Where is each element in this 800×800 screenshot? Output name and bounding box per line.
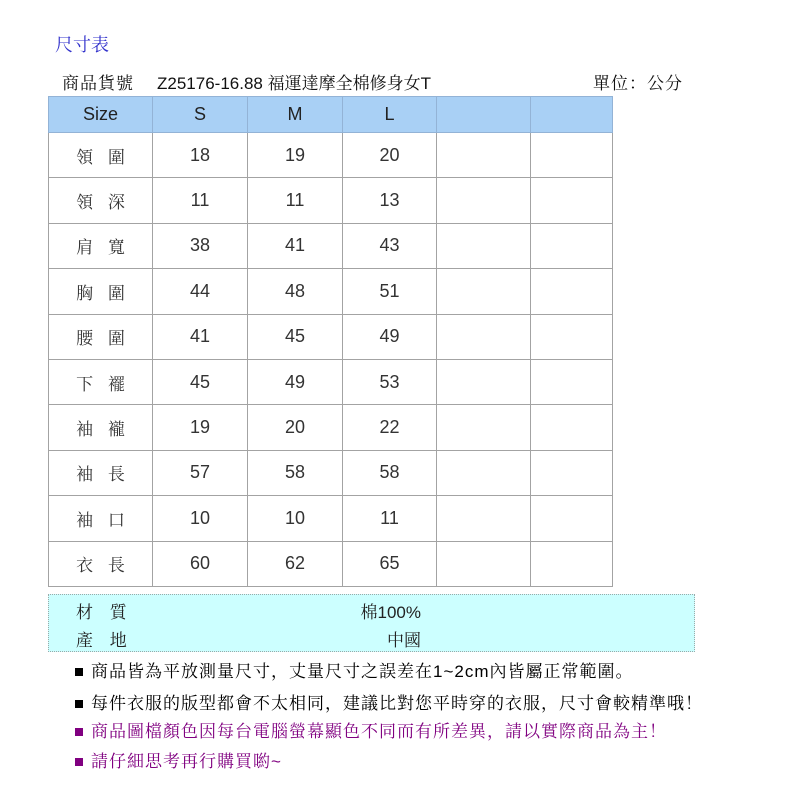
page-title: 尺寸表 [55,35,109,55]
size-value-cell: 45 [248,314,343,359]
measurement-label: 衣 長 [49,541,153,586]
size-header-cell: L [343,97,437,133]
measurement-label: 袖 襱 [49,405,153,450]
empty-cell [531,178,613,223]
size-value-cell: 58 [343,450,437,495]
table-row [49,405,613,450]
empty-cell [531,496,613,541]
product-code-value: Z25176-16.88 福運達摩全棉修身女T [157,74,431,93]
empty-cell [531,133,613,178]
material-value: 棉100% [360,603,421,622]
size-value-cell: 44 [153,269,248,314]
empty-cell [531,314,613,359]
size-value-cell: 11 [343,496,437,541]
size-value-cell: 49 [343,314,437,359]
size-value-cell: 53 [343,359,437,404]
empty-cell [437,359,531,404]
table-row [49,133,613,178]
size-value-cell: 11 [153,178,248,223]
material-label: 材 質 [76,603,127,622]
empty-cell [531,359,613,404]
empty-cell [437,314,531,359]
size-header-row [49,97,613,133]
product-code-label: 商品貨號 [62,74,134,93]
empty-cell [531,541,613,586]
size-value-cell: 60 [153,541,248,586]
size-value-cell: 41 [248,223,343,268]
size-value-cell: 41 [153,314,248,359]
size-value-cell: 65 [343,541,437,586]
material-row [49,595,694,623]
note-text: 請仔細思考再行購買喲~ [91,752,282,771]
size-value-cell: 51 [343,269,437,314]
size-value-cell: 48 [248,269,343,314]
table-row [49,541,613,586]
empty-cell [437,269,531,314]
measurement-label: 腰 圍 [49,314,153,359]
empty-cell [531,405,613,450]
table-row [49,223,613,268]
empty-cell [437,541,531,586]
empty-header-cell [531,97,613,133]
material-box [48,594,695,652]
square-bullet-icon [75,758,83,766]
size-value-cell: 49 [248,359,343,404]
size-table [48,96,613,587]
square-bullet-icon [75,700,83,708]
size-value-cell: 11 [248,178,343,223]
size-value-cell: 20 [343,133,437,178]
note-text: 商品皆為平放測量尺寸，丈量尺寸之誤差在1~2cm內皆屬正常範圍。 [91,662,634,681]
square-bullet-icon [75,728,83,736]
measurement-label: 胸 圍 [49,269,153,314]
size-value-cell: 13 [343,178,437,223]
size-value-cell: 19 [153,405,248,450]
size-value-cell: 19 [248,133,343,178]
table-row [49,314,613,359]
measurement-label: 領 圍 [49,133,153,178]
table-row [49,496,613,541]
note-item [75,752,282,772]
size-value-cell: 57 [153,450,248,495]
note-item [75,694,703,714]
size-value-cell: 18 [153,133,248,178]
size-header-cell: Size [49,97,153,133]
empty-header-cell [437,97,531,133]
empty-cell [531,450,613,495]
size-header-cell: M [248,97,343,133]
table-row [49,450,613,495]
unit-label: 單位：公分 [593,74,683,93]
empty-cell [531,223,613,268]
table-row [49,359,613,404]
note-text: 商品圖檔顏色因每台電腦螢幕顯色不同而有所差異，請以實際商品為主！ [91,722,667,741]
note-item [75,722,667,742]
origin-value: 中國 [387,631,421,650]
empty-cell [437,450,531,495]
empty-cell [437,133,531,178]
table-row [49,178,613,223]
note-text: 每件衣服的版型都會不太相同，建議比對您平時穿的衣服，尺寸會較精準哦！ [91,694,703,713]
size-value-cell: 10 [248,496,343,541]
size-value-cell: 62 [248,541,343,586]
measurement-label: 袖 長 [49,450,153,495]
size-value-cell: 45 [153,359,248,404]
empty-cell [437,496,531,541]
size-value-cell: 10 [153,496,248,541]
measurement-label: 下 襬 [49,359,153,404]
size-value-cell: 22 [343,405,437,450]
origin-row [49,623,694,651]
size-header-cell: S [153,97,248,133]
empty-cell [531,269,613,314]
empty-cell [437,223,531,268]
size-value-cell: 38 [153,223,248,268]
size-value-cell: 43 [343,223,437,268]
measurement-label: 袖 口 [49,496,153,541]
note-item [75,662,634,682]
table-row [49,269,613,314]
size-value-cell: 20 [248,405,343,450]
measurement-label: 肩 寬 [49,223,153,268]
measurement-label: 領 深 [49,178,153,223]
empty-cell [437,178,531,223]
origin-label: 產 地 [76,631,127,650]
square-bullet-icon [75,668,83,676]
size-value-cell: 58 [248,450,343,495]
empty-cell [437,405,531,450]
